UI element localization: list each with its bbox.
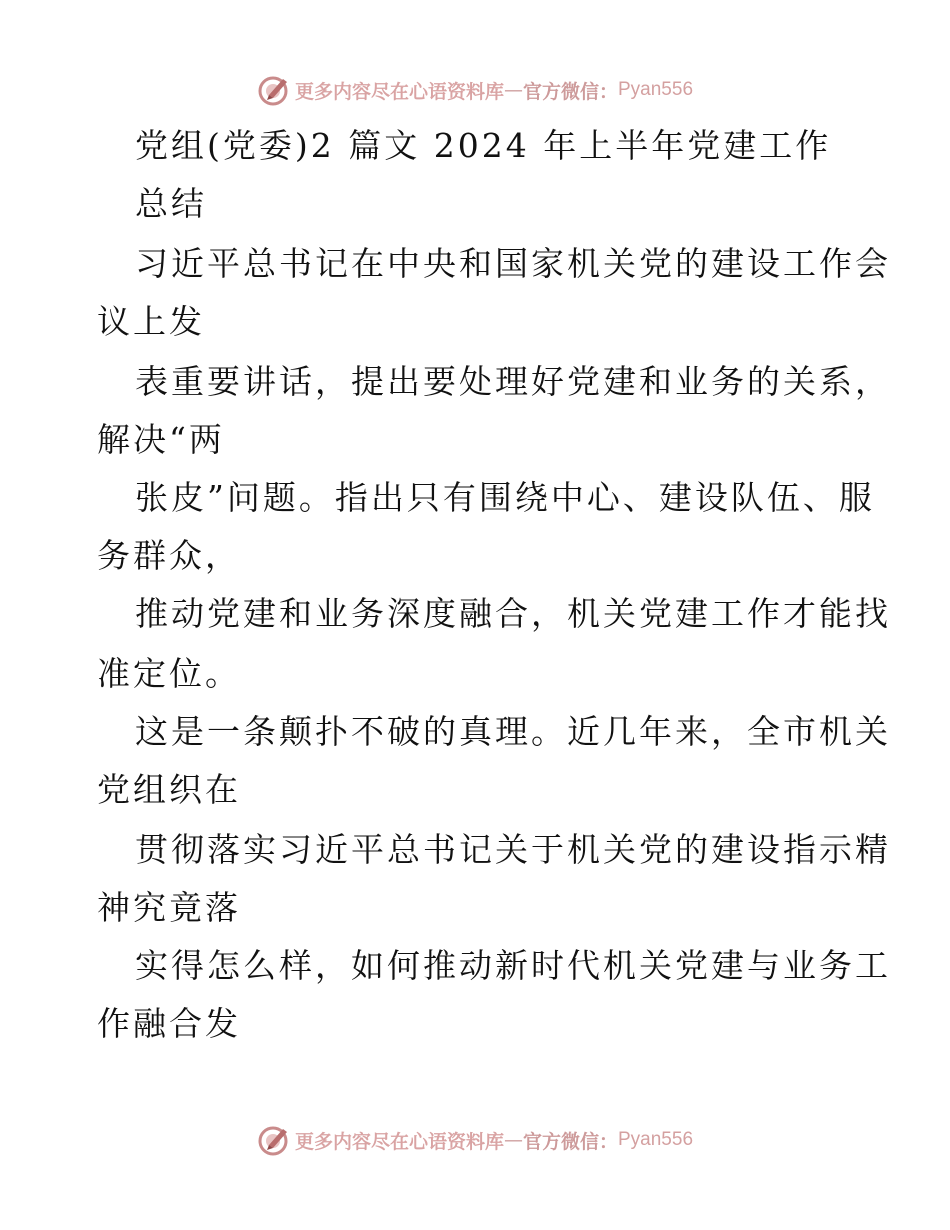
- paragraph-line: 习近平总书记在中央和国家机关党的建设工作会: [135, 244, 891, 283]
- pen-logo-icon: [257, 73, 291, 107]
- paragraph-line: 神究竟落: [97, 888, 241, 927]
- footer-watermark: [0, 1120, 950, 1160]
- pen-logo-icon: [257, 1123, 291, 1157]
- paragraph-line: 务群众，: [97, 536, 241, 575]
- paragraph-line: 表重要讲话，提出要处理好党建和业务的关系，: [135, 362, 891, 401]
- watermark-id: Pyan556: [618, 1129, 694, 1150]
- paragraph-line: 作融合发: [97, 1004, 241, 1043]
- paragraph-line: 贯彻落实习近平总书记关于机关党的建设指示精: [135, 830, 891, 869]
- watermark-separator: —: [503, 79, 523, 101]
- watermark-text: 更多内容尽在心语资料库: [294, 80, 504, 103]
- watermark-separator: —: [503, 1129, 523, 1151]
- paragraph-line: 党组织在: [97, 770, 241, 809]
- paragraph-line: 推动党建和业务深度融合，机关党建工作才能找: [135, 594, 891, 633]
- paragraph-line: 准定位。: [97, 654, 241, 693]
- watermark-id: Pyan556: [618, 79, 694, 100]
- paragraph-line: 解决“两: [97, 420, 225, 459]
- paragraph-line: 张皮”问题。指出只有围绕中心、建设队伍、服: [135, 478, 875, 517]
- paragraph-line: 实得怎么样，如何推动新时代机关党建与业务工: [135, 946, 891, 985]
- paragraph-line: 议上发: [97, 302, 205, 341]
- watermark-label: 官方微信：: [522, 1130, 618, 1153]
- title-line-2: 总结: [135, 184, 207, 223]
- title-line-1: 党组(党委)2 篇文 2024 年上半年党建工作: [135, 126, 832, 165]
- watermark-label: 官方微信：: [522, 80, 618, 103]
- paragraph-line: 这是一条颠扑不破的真理。近几年来，全市机关: [135, 712, 891, 751]
- watermark-text: 更多内容尽在心语资料库: [294, 1130, 504, 1153]
- header-watermark: [0, 70, 950, 110]
